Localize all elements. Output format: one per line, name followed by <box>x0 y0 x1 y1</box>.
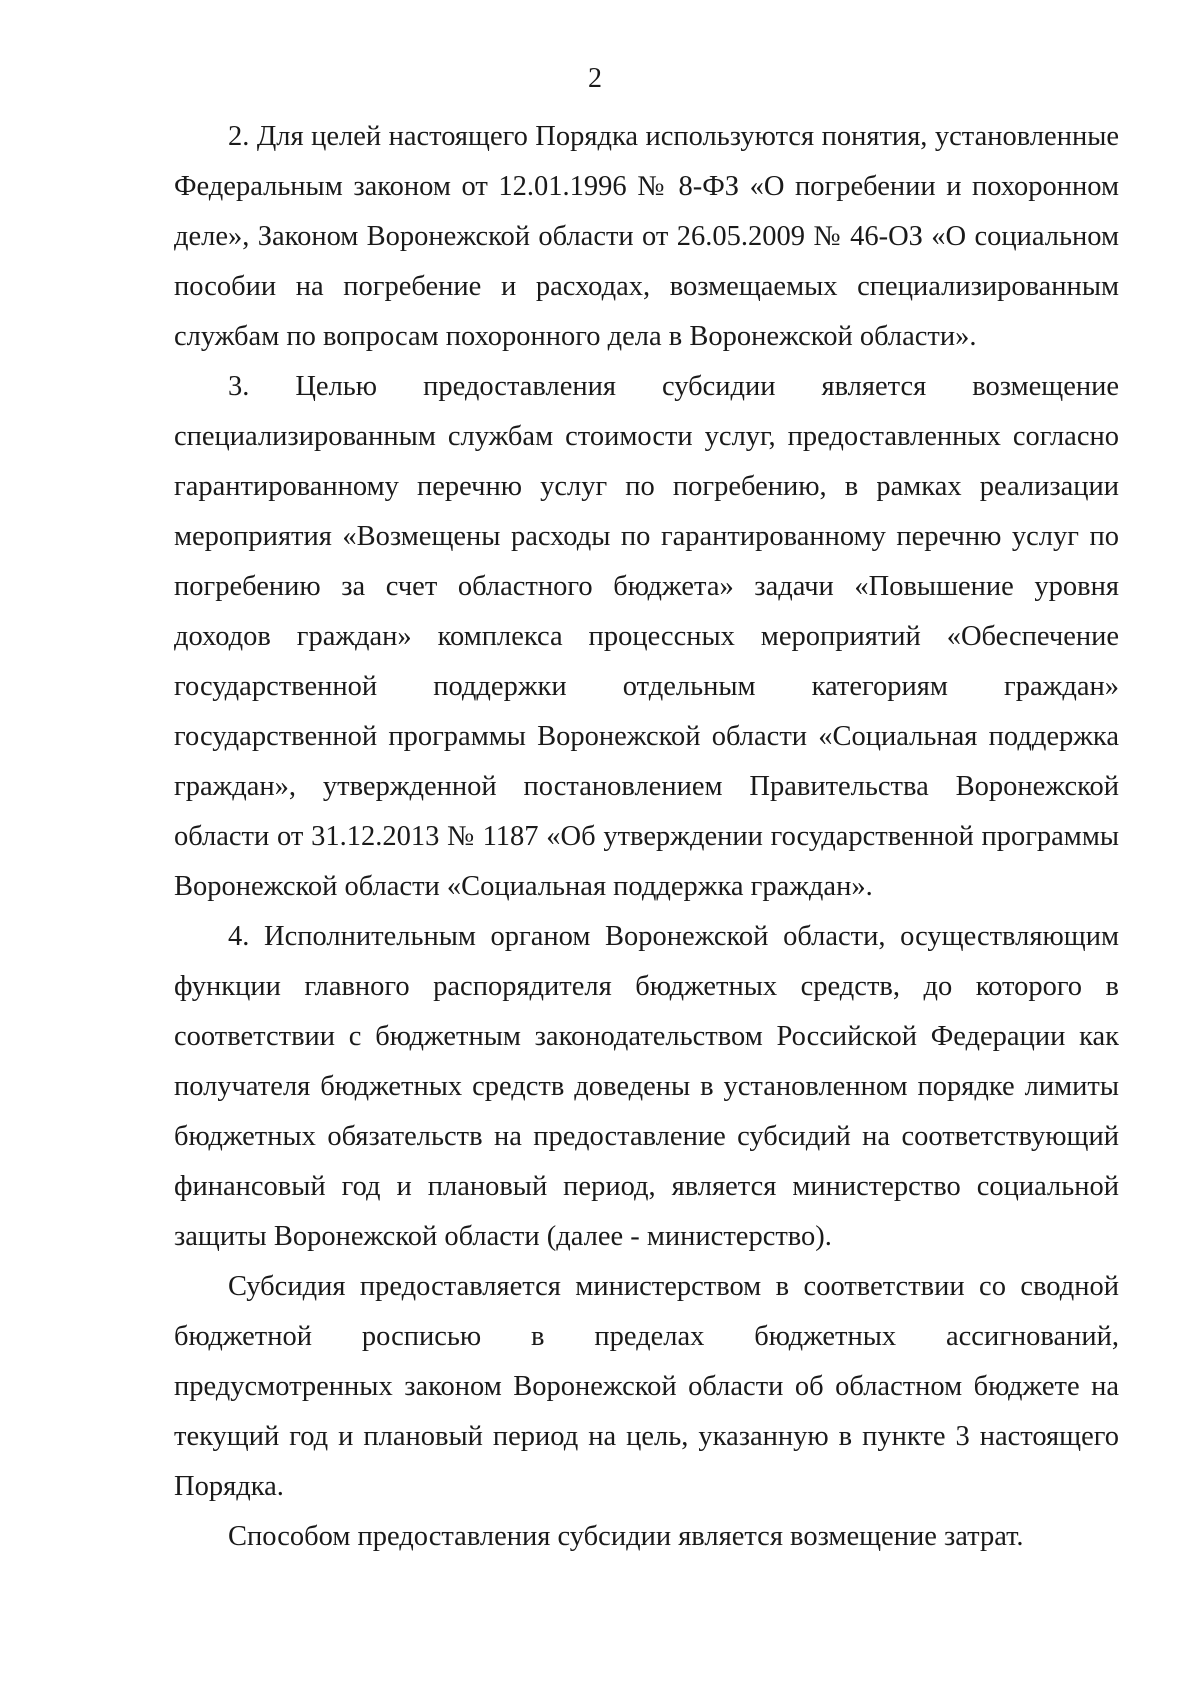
paragraph-4-subsidy-method: Способом предоставления субсидии является возмещение затрат. <box>228 1521 1024 1552</box>
paragraph-3: 3. Целью предоставления субсидии является возмещение специализированным службам стоимости услуг, предоставленных согласно гарантированному перечню услуг по погребению, в рамках реализации мероприятия «Возмещены расходы по гарантированному перечню услуг по погребению за счет областного бюджета» задачи «Повышение уровня доходов граждан» комплекса процессных мероприятий «Обеспечение государственной поддержки отдельным категориям граждан» государственной программы Воронежской области «Социальная поддержка граждан», утвержденной постановлением Правительства Воронежской области от 31.12.2013 № 1187 «Об утверждении государственной программы Воронежской области «Социальная поддержка граждан». <box>174 371 1119 902</box>
paragraph-4: 4. Исполнительным органом Воронежской области, осуществляющим функции главного распорядителя бюджетных средств, до которого в соответствии с бюджетным законодательством Российской Федерации как получателя бюджетных средств доведены в установленном порядке лимиты бюджетных обязательств на предоставление субсидий на соответствующий финансовый год и плановый период, является министерство социальной защиты Воронежской области (далее - министерство). <box>174 921 1119 1252</box>
paragraph-2: 2. Для целей настоящего Порядка используются понятия, установленные Федеральным законом от 12.01.1996 № 8-ФЗ «О погребении и похоронном деле», Законом Воронежской области от 26.05.2009 № 46-ОЗ «О социальном пособии на погребение и расходах, возмещаемых специализированным службам по вопросам похоронного дела в Воронежской области». <box>174 121 1119 352</box>
page-number: 2 <box>588 63 602 94</box>
document-body <box>174 112 1119 1562</box>
paragraph-4-subsidy-budget: Субсидия предоставляется министерством в соответствии со сводной бюджетной росписью в пределах бюджетных ассигнований, предусмотренных законом Воронежской области об областном бюджете на текущий год и плановый период на цель, указанную в пункте 3 настоящего Порядка. <box>174 1271 1119 1502</box>
